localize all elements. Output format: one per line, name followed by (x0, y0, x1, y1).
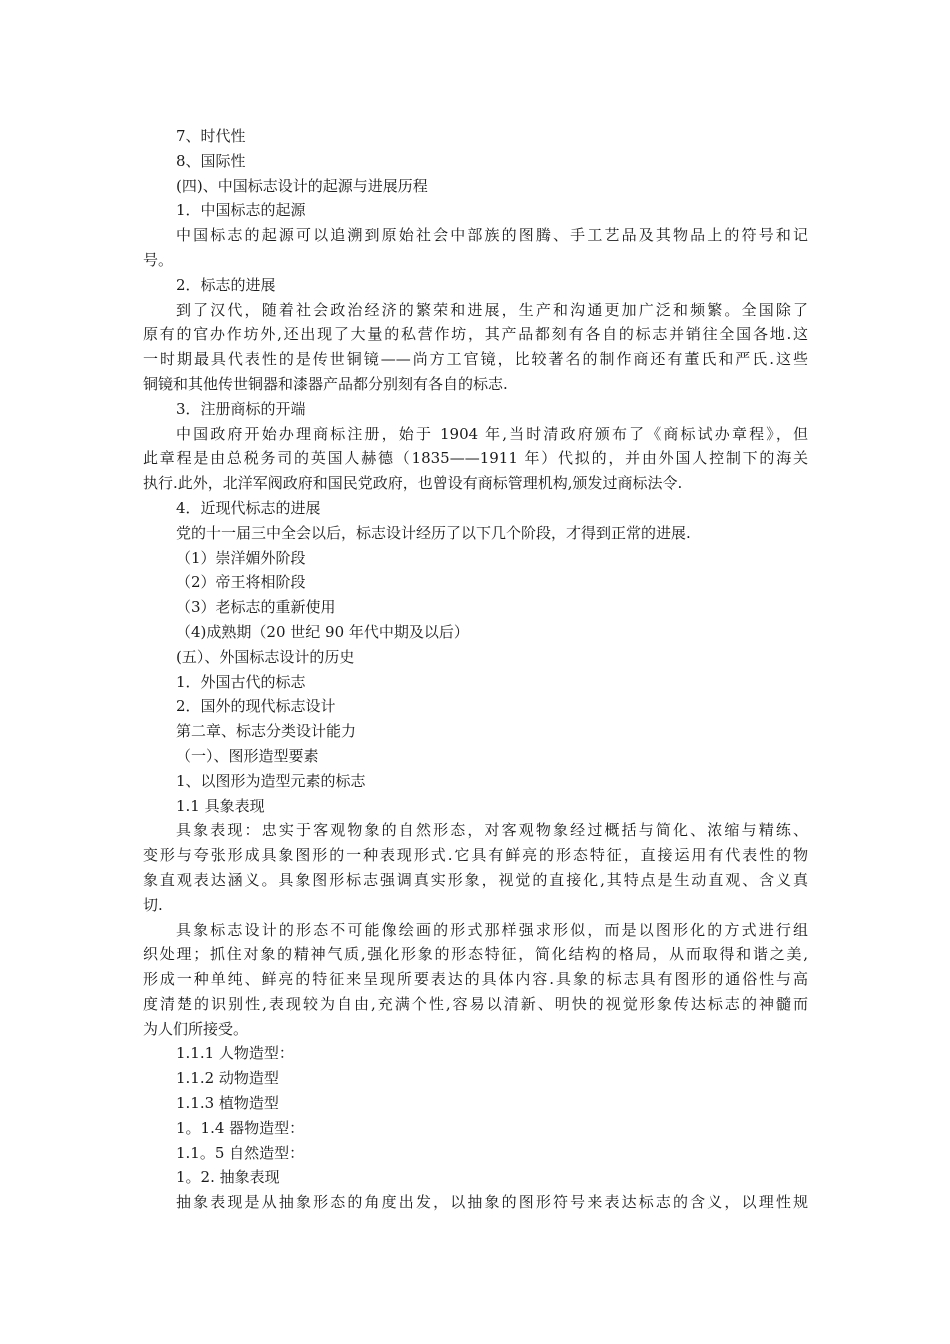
text-line: 此章程是由总税务司的英国人赫德（1835——1911 年）代拟的，并由外国人控制下的海关 (143, 449, 808, 468)
text-line: 具象表现：忠实于客观物象的自然形态，对客观物象经过概括与简化、浓缩与精练、 (176, 821, 808, 840)
text-line: （1）崇洋媚外阶段 (176, 548, 306, 567)
text-line: 1.1。5 自然造型： (176, 1143, 305, 1162)
text-line: 1、以图形为造型元素的标志 (176, 771, 366, 790)
text-line: 织处理；抓住对象的精神气质,强化形象的形态特征，简化结构的格局，从而取得和谐之美, (143, 945, 808, 964)
text-line: 2．标志的进展 (176, 275, 276, 294)
text-line: 变形与夸张形成具象图形的一种表现形式.它具有鲜亮的形态特征，直接运用有代表性的物 (143, 846, 808, 865)
text-line: (五）、外国标志设计的历史 (176, 647, 355, 666)
document-body (143, 124, 808, 1215)
text-line: 1。2. 抽象表现 (176, 1168, 280, 1187)
text-line: 为人们所接受。 (143, 1019, 249, 1038)
text-line: 1.1 具象表现 (176, 796, 265, 815)
text-line: 2．国外的现代标志设计 (176, 697, 336, 716)
text-line: 原有的官办作坊外,还出现了大量的私营作坊，其产品都刻有各自的标志并销往全国各地.这 (143, 325, 808, 344)
text-line: 1．中国标志的起源 (176, 201, 306, 220)
text-line: 1。1.4 器物造型： (176, 1118, 305, 1137)
text-line: 1.1.1 人物造型： (176, 1044, 294, 1063)
text-line: 1．外国古代的标志 (176, 672, 306, 691)
text-line: 7、时代性 (176, 127, 246, 145)
text-line: 4．近现代标志的进展 (176, 498, 321, 517)
text-line: 形成一种单纯、鲜亮的特征来呈现所要表达的具体内容.具象的标志具有图形的通俗性与高 (143, 970, 808, 989)
text-line: (四)、中国标志设计的起源与进展历程 (176, 176, 428, 195)
text-line: 中国标志的起源可以追溯到原始社会中部族的图腾、手工艺品及其物品上的符号和记 (176, 226, 808, 245)
text-line: 执行.此外，北洋军阀政府和国民党政府，也曾设有商标管理机构,颁发过商标法令. (143, 474, 683, 493)
text-line: 度清楚的识别性,表现较为自由,充满个性,容易以清新、明快的视觉形象传达标志的神髓而 (143, 994, 808, 1013)
text-line: 到了汉代，随着社会政治经济的繁荣和进展，生产和沟通更加广泛和频繁。全国除了 (176, 300, 808, 319)
text-line: 象直观表达涵义。具象图形标志强调真实形象，视觉的直接化,其特点是生动直观、含义真 (143, 870, 808, 889)
text-line: 1.1.3 植物造型 (176, 1094, 279, 1113)
text-line: （一）、图形造型要素 (176, 746, 319, 765)
text-line: 1.1.2 动物造型 (176, 1069, 279, 1088)
text-line: 一时期最具代表性的是传世铜镜——尚方工官镜，比较著名的制作商还有董氏和严氏.这些 (143, 350, 808, 369)
text-line: 抽象表现是从抽象形态的角度出发，以抽象的图形符号来表达标志的含义，以理性规 (176, 1193, 808, 1212)
text-line: 党的十一届三中全会以后，标志设计经历了以下几个阶段，才得到正常的进展. (176, 523, 691, 542)
text-line: 铜镜和其他传世铜器和漆器产品都分别刻有各自的标志. (143, 374, 508, 393)
text-line: 号。 (143, 250, 174, 269)
text-line: 第二章、标志分类设计能力 (176, 722, 357, 741)
text-line: （4)成熟期（20 世纪 90 年代中期及以后） (176, 622, 469, 641)
text-line: 切. (143, 895, 163, 914)
text-line: 8、国际性 (176, 151, 246, 170)
text-line: （2）帝王将相阶段 (176, 573, 306, 592)
text-line: 中国政府开始办理商标注册，始于 1904 年,当时清政府颁布了《商标试办章程》，但 (176, 424, 808, 443)
text-line: 具象标志设计的形态不可能像绘画的形式那样强求形似，而是以图形化的方式进行组 (176, 920, 808, 939)
text-line: 3．注册商标的开端 (176, 399, 306, 418)
text-line: （3）老标志的重新使用 (176, 598, 336, 617)
